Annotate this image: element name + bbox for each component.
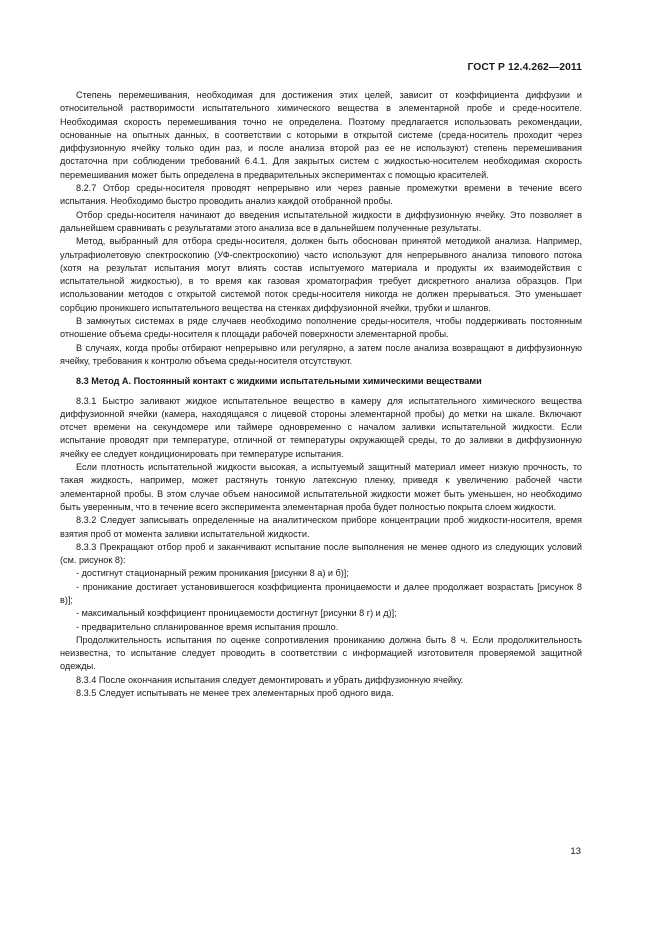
paragraph: Продолжительность испытания по оценке сопротивления прониканию должна быть 8 ч. Если продолжительность неизвестна, то испытание следует проводить в соответствии с информацией изготовителя проверяемой защитной одежды.	[60, 634, 582, 672]
standard-designation: ГОСТ Р 12.4.262—2011	[467, 62, 582, 73]
paragraph: 8.3.1 Быстро заливают жидкое испытательное вещество в камеру для испытательного химического вещества диффузионной ячейки (камера, находящаяся с лицевой стороны элементарной пробы) до метки на шкале. Включают отсчет времени на секундомере или таймере одновременно с началом заливки испытательной жидкости. Если испытание проводят при температуре, отличной от температуры окружающей среды, то до заливки в диффузионную ячейку ее следует кондиционировать при температуре испытания.	[60, 395, 582, 459]
paragraph: 8.3.5 Следует испытывать не менее трех элементарных проб одного вида.	[76, 688, 394, 699]
paragraph: Метод, выбранный для отбора среды-носителя, должен быть обоснован принятой методикой анализа. Например, ультрафиолетовую спектроскопию (УФ-спектроскопию) часто используют для непрерывного анализа типового потока (хотя на результат испытания могут влиять состав испытуемого материала и продукты их взаимодействия с испытательной жидкостью), в то время как газовая хроматография требует дискретного анализа образцов. При использовании методов с открытой системой поток среды-носителя никогда не должен прерываться. Это уменьшает сорбцию проникшего испытательного вещества на стенках диффузионной ячейки, трубки и шлангов.	[60, 236, 582, 313]
list-item: - проникание достигает установившегося коэффициента проницаемости и далее продолжает возрастать [рисунок 8 в)];	[60, 581, 582, 605]
paragraph: 8.3.2 Следует записывать определенные на аналитическом приборе концентрации проб жидкости-носителя, время взятия проб от момента заливки испытательной жидкости.	[60, 515, 582, 539]
paragraph: 8.2.7 Отбор среды-носителя проводят непрерывно или через равные промежутки времени в течение всего испытания. Необходимо быстро проводить анализ каждой отобранной пробы.	[60, 183, 582, 207]
paragraph: В случаях, когда пробы отбирают непрерывно или регулярно, а затем после анализа возвращают в диффузионную ячейку, требования к контролю объема среды-носителя отсутствуют.	[60, 342, 582, 366]
page-body	[60, 89, 582, 700]
paragraph: Если плотность испытательной жидкости высокая, а испытуемый защитный материал имеет низкую прочность, то такая жидкость, например, может растянуть тонкую латексную пленку, приведя к увеличению рабочей части элементарной пробы. В этом случае объем наносимой испытательной жидкости может быть уменьшен, но необходимо быть уверенным, что в течение всего эксперимента элементарная проба будет полностью покрыта слоем жидкости.	[60, 462, 582, 512]
page-number: 13	[570, 846, 581, 857]
section-heading: 8.3 Метод А. Постоянный контакт с жидкими испытательными химическими веществами	[76, 376, 482, 387]
paragraph: 8.3.3 Прекращают отбор проб и заканчивают испытание после выполнения не менее одного из следующих условий (см. рисунок 8):	[60, 541, 582, 566]
paragraph: В замкнутых системах в ряде случаев необходимо пополнение среды-носителя, чтобы поддерживать постоянным отношение объема среды-носителя к площади рабочей поверхности элементарной пробы.	[60, 316, 582, 340]
list-item: - достигнут стационарный режим проникания [рисунки 8 а) и б)];	[76, 568, 349, 579]
list-item: - максимальный коэффициент проницаемости достигнут [рисунки 8 г) и д)];	[76, 608, 397, 619]
paragraph: Отбор среды-носителя начинают до введения испытательной жидкости в диффузионную ячейку. Это позволяет в дальнейшем сравнивать с результатами этого анализа все в дальнейшем полученные результаты.	[60, 209, 582, 233]
paragraph: Степень перемешивания, необходимая для достижения этих целей, зависит от коэффициента диффузии и относительной растворимости испытательного химического вещества в элементарной пробе и среде-носителе. Необходимая скорость перемешивания точно не определена. Поэтому предлагается использовать рекомендации, основанные на опытных данных, в соответствии с которыми в открытой системе (среда-носитель проходит через диффузионную ячейку только один раз, и после анализа второй раз ее не используют) степень перемешивания достаточна при соблюдении требований 6.4.1. Для закрытых систем с жидкостью-носителем необходимая скорость перемешивания может быть определена в предварительных экспериментах с помощью красителей.	[60, 90, 582, 180]
paragraph: 8.3.4 После окончания испытания следует демонтировать и убрать диффузионную ячейку.	[76, 674, 464, 685]
list-item: - предварительно спланированное время испытания прошло.	[76, 621, 339, 632]
